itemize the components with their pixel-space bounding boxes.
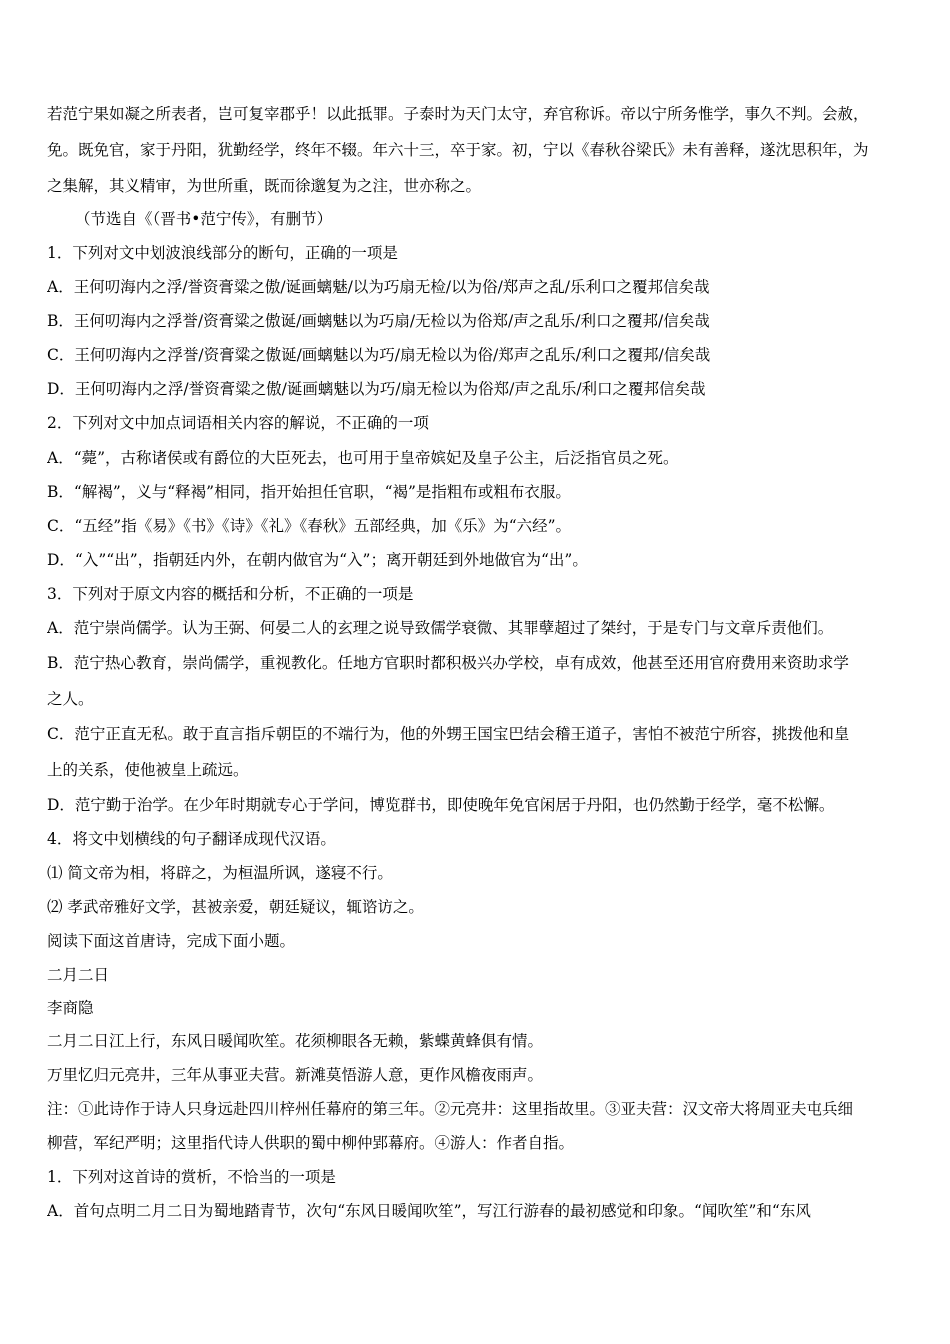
poem-author: 李商隐 [47, 999, 94, 1017]
answer-option: A．范宁崇尚儒学。认为王弼、何晏二人的玄理之说导致儒学衰微、其罪孽超过了桀纣，于是专门与文章斥责他们。 [47, 619, 834, 637]
answer-option-continued: 上的关系，使他被皇上疏远。 [47, 761, 249, 779]
answer-option: B．王何叨海内之浮誉/资膏粱之傲诞/画螭魅以为巧扇/无检以为俗郑/声之乱乐/利口之覆邦/信矣哉 [47, 312, 710, 330]
answer-option: A．首句点明二月二日为蜀地踏青节，次句“东风日暖闻吹笙”，写江行游春的最初感觉和印象。“闻吹笙”和“东风 [47, 1202, 811, 1220]
answer-option: D．范宁勤于治学。在少年时期就专心于学问，博览群书，即使晚年免官闲居于丹阳，也仍然勤于经学，毫不松懈。 [47, 796, 835, 814]
passage-line: 免。既免官，家于丹阳，犹勤经学，终年不辍。年六十三，卒于家。初，宁以《春秋谷梁氏》未有善释，遂沈思积年，为 [47, 141, 869, 159]
poem-note: 注：①此诗作于诗人只身远赴四川梓州任幕府的第三年。②元亮井：这里指故里。③亚夫营：汉文帝大将周亚夫屯兵细 [47, 1100, 854, 1118]
answer-option: B．“解褐”，义与“释褐”相同，指开始担任官职，“褐”是指粗布或粗布衣服。 [47, 483, 571, 501]
answer-option: D．王何叨海内之浮/誉资膏粱之傲/诞画螭魅以为巧/扇无检以为俗郑/声之乱乐/利口之覆邦信矣哉 [47, 380, 706, 398]
answer-option-continued: 之人。 [47, 690, 94, 708]
poem-line: 二月二日江上行，东风日暖闻吹笙。花须柳眼各无赖，紫蝶黄蜂俱有情。 [47, 1032, 544, 1050]
question-stem: 1．下列对文中划波浪线部分的断句，正确的一项是 [47, 244, 398, 262]
passage-line: 之集解，其义精审，为世所重，既而徐邈复为之注，世亦称之。 [47, 177, 482, 195]
translation-item: ⑵ 孝武帝雅好文学，甚被亲爱，朝廷疑议，辄谘访之。 [47, 898, 424, 916]
answer-option: C．王何叨海内之浮誉/资膏粱之傲诞/画螭魅以为巧/扇无检以为俗/郑声之乱乐/利口之覆邦/信矣哉 [47, 346, 711, 364]
answer-option: A．“薨”，古称诸侯或有爵位的大臣死去，也可用于皇帝嫔妃及皇子公主，后泛指官员之死。 [47, 449, 679, 467]
section-intro: 阅读下面这首唐诗，完成下面小题。 [47, 932, 296, 950]
answer-option: C．范宁正直无私。敢于直言指斥朝臣的不端行为，他的外甥王国宝巴结会稽王道子，害怕不被范宁所容，挑拨他和皇 [47, 725, 850, 743]
question-stem: 3．下列对于原文内容的概括和分析，不正确的一项是 [47, 585, 414, 603]
translation-item: ⑴ 简文帝为相，将辟之，为桓温所讽，遂寝不行。 [47, 864, 393, 882]
poem-line: 万里忆归元亮井，三年从事亚夫营。新滩莫悟游人意，更作风檐夜雨声。 [47, 1066, 544, 1084]
answer-option: C．“五经”指《易》《书》《诗》《礼》《春秋》五部经典，加《乐》为“六经”。 [47, 517, 572, 535]
passage-line: 若范宁果如凝之所表者，岂可复宰郡乎！以此抵罪。子泰时为天门太守，弃官称诉。帝以宁所务惟学，事久不判。会赦， [47, 105, 869, 123]
question-stem: 2．下列对文中加点词语相关内容的解说，不正确的一项 [47, 414, 429, 432]
source-note: （节选自《（晋书•范宁传》，有删节） [75, 210, 333, 228]
answer-option: D．“入”“出”，指朝廷内外，在朝内做官为“入”；离开朝廷到外地做官为“出”。 [47, 551, 588, 569]
answer-option: A．王何叨海内之浮/誉资膏粱之傲/诞画螭魅/以为巧扇无检/以为俗/郑声之乱/乐利口之覆邦信矣哉 [47, 278, 710, 296]
poem-note: 柳营，军纪严明；这里指代诗人供职的蜀中柳仲郢幕府。④游人：作者自指。 [47, 1134, 575, 1152]
question-stem: 1．下列对这首诗的赏析，不恰当的一项是 [47, 1168, 336, 1186]
poem-title: 二月二日 [47, 966, 110, 984]
answer-option: B．范宁热心教育，崇尚儒学，重视教化。任地方官职时都积极兴办学校，卓有成效，他甚至还用官府费用来资助求学 [47, 654, 849, 672]
question-stem: 4．将文中划横线的句子翻译成现代汉语。 [47, 830, 336, 848]
